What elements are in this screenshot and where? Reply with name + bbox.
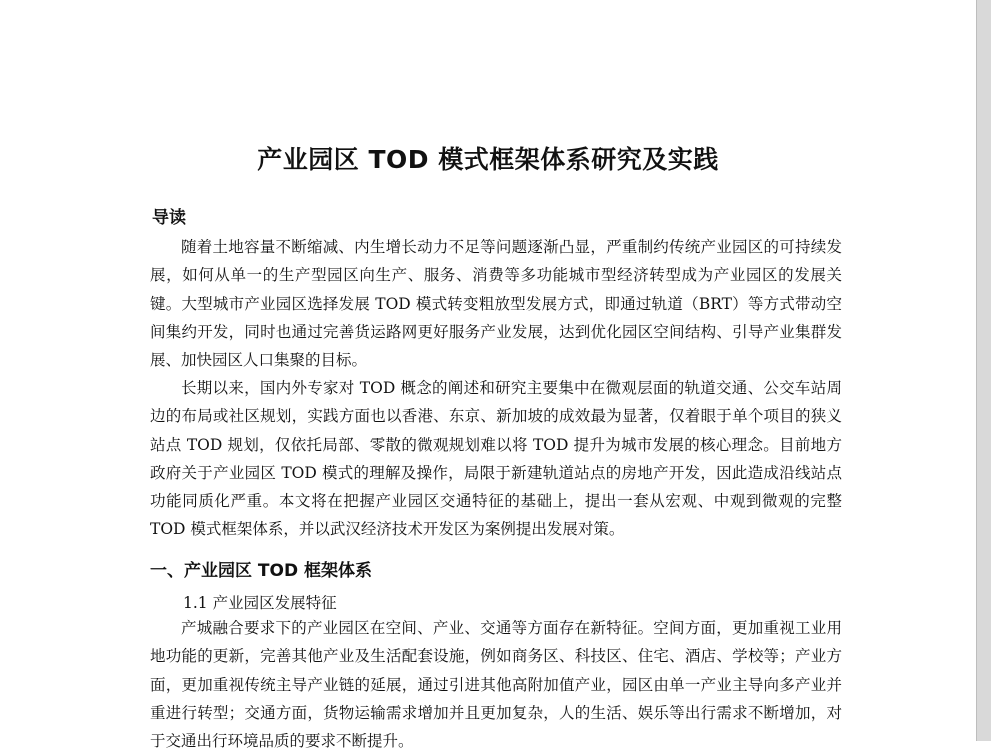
section-1-heading: 一、产业园区 TOD 框架体系 (150, 561, 372, 581)
intro-paragraph-1: 随着土地容量不断缩减、内生增长动力不足等问题逐渐凸显，严重制约传统产业园区的可持续发展，如何从单一的生产型园区向生产、服务、消费等多功能城市型经济转型成为产业园区的发展关键。大型城市产业园区选择发展 TOD 模式转变粗放型发展方式，即通过轨道（BRT）等方式带动空间集约开发，同时也通过完善货运路网更好服务产业发展，达到优化园区空间结构、引导产业集群发展、加快园区人口集聚的目标。 (150, 238, 842, 370)
document-title: 产业园区 TOD 模式框架体系研究及实践 (257, 145, 719, 174)
intro-paragraph-2: 长期以来，国内外专家对 TOD 概念的阐述和研究主要集中在微观层面的轨道交通、公交车站周边的布局或社区规划，实践方面也以香港、东京、新加坡的成效最为显著，仅着眼于单个项目的狭义站点 TOD 规划，仅依托局部、零散的微观规划难以将 TOD 提升为城市发展的核心理念。目前地方政府关于产业园区 TOD 模式的理解及操作，局限于新建轨道站点的房地产开发，因此造成沿线站点功能同质化严重。本文将在把握产业园区交通特征的基础上，提出一套从宏观、中观到微观的完整 TOD 模式框架体系，并以武汉经济技术开发区为案例提出发展对策。 (150, 379, 842, 539)
viewer-scroll-gutter (976, 0, 991, 741)
intro-heading: 导读 (152, 208, 186, 228)
subsection-1-1-heading: 1.1 产业园区发展特征 (183, 594, 337, 612)
section-1-paragraph: 产城融合要求下的产业园区在空间、产业、交通等方面存在新特征。空间方面，更加重视工业用地功能的更新，完善其他产业及生活配套设施，例如商务区、科技区、住宅、酒店、学校等；产业方面，更加重视传统主导产业链的延展，通过引进其他高附加值产业，园区由单一产业主导向多产业并重进行转型；交通方面，货物运输需求增加并且更加复杂，人的生活、娱乐等出行需求不断增加，对于交通出行环境品质的要求不断提升。 (150, 619, 842, 751)
